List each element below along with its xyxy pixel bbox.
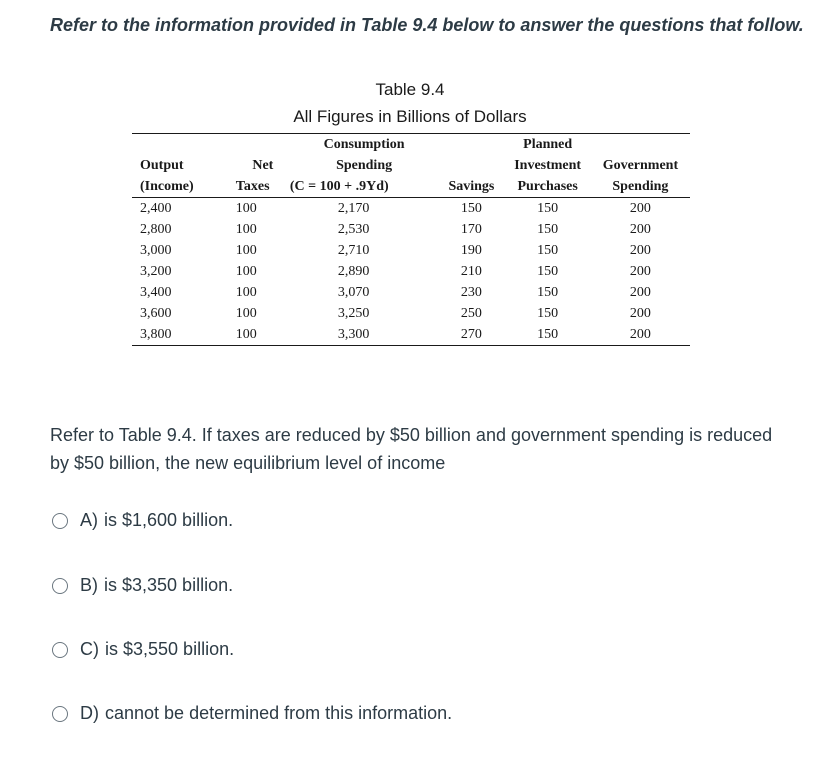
- taxes-cell: 100: [235, 306, 257, 321]
- government-cell: 200: [629, 201, 651, 216]
- savings-cell: 190: [460, 243, 482, 258]
- option-c[interactable]: [52, 639, 234, 660]
- option-letter: D): [80, 703, 99, 723]
- output-cell: 2,400: [140, 201, 172, 216]
- table-row: [132, 261, 690, 282]
- consumption-cell: 3,070: [337, 285, 370, 300]
- savings-cell: 170: [460, 222, 482, 237]
- header-government-2: Spending: [591, 176, 690, 198]
- table-row: [132, 198, 690, 220]
- radio-button-icon[interactable]: [52, 642, 68, 658]
- header-output-1: Output: [140, 158, 184, 173]
- radio-button-icon[interactable]: [52, 513, 68, 529]
- savings-cell: 230: [460, 285, 482, 300]
- header-investment-1: Planned: [504, 134, 590, 156]
- government-cell: 200: [629, 306, 651, 321]
- output-cell: 3,200: [140, 264, 172, 279]
- savings-cell: 270: [438, 324, 504, 346]
- investment-cell: 150: [537, 201, 559, 216]
- investment-cell: 150: [537, 243, 559, 258]
- government-cell: 200: [629, 243, 651, 258]
- option-text: cannot be determined from this information.: [105, 703, 453, 723]
- output-cell: 3,800: [132, 324, 236, 346]
- header-investment-3: Purchases: [504, 176, 590, 198]
- investment-cell: 150: [537, 222, 559, 237]
- government-cell: 200: [591, 324, 690, 346]
- investment-cell: 150: [537, 306, 559, 321]
- header-row-2: [132, 155, 690, 176]
- consumption-cell: 2,530: [337, 222, 370, 237]
- consumption-cell: 2,890: [337, 264, 370, 279]
- table-row: [132, 282, 690, 303]
- output-cell: 2,800: [140, 222, 172, 237]
- consumption-cell: 2,170: [337, 201, 370, 216]
- option-d[interactable]: [52, 703, 452, 724]
- option-letter: C): [80, 639, 99, 659]
- output-cell: 3,600: [140, 306, 172, 321]
- option-letter: B): [80, 575, 98, 595]
- header-consumption-2: Spending: [336, 158, 393, 173]
- header-tax-2: Taxes: [236, 176, 290, 198]
- consumption-cell: 3,250: [337, 306, 370, 321]
- government-cell: 200: [629, 285, 651, 300]
- government-cell: 200: [629, 222, 651, 237]
- header-government-1: Government: [602, 158, 679, 173]
- question-text: Refer to Table 9.4. If taxes are reduced by $50 billion and government spending is reduced by $50 billion, the new equilibrium level of income: [50, 425, 773, 473]
- header-output-2: (Income): [132, 176, 236, 198]
- output-cell: 3,400: [140, 285, 172, 300]
- taxes-cell: 100: [235, 243, 257, 258]
- header-consumption-1: Consumption: [290, 134, 438, 156]
- header-tax-1: Net: [252, 158, 274, 173]
- intro-text: Refer to the information provided in Table 9.4 below to answer the questions that follow.: [50, 15, 804, 35]
- table-row: [132, 219, 690, 240]
- consumption-cell: 2,710: [337, 243, 370, 258]
- table-row: [132, 324, 690, 346]
- option-text: is $3,550 billion.: [105, 639, 235, 659]
- investment-cell: 150: [504, 324, 590, 346]
- header-consumption-3: (C = 100 + .9Yd): [290, 176, 438, 198]
- investment-cell: 150: [537, 285, 559, 300]
- radio-button-icon[interactable]: [52, 706, 68, 722]
- taxes-cell: 100: [235, 285, 257, 300]
- header-cell: [591, 134, 690, 156]
- option-a[interactable]: [52, 510, 233, 531]
- savings-cell: 210: [460, 264, 482, 279]
- economic-data-table: [132, 133, 690, 346]
- header-savings: Savings: [438, 176, 504, 198]
- table-row: [132, 303, 690, 324]
- taxes-cell: 100: [235, 201, 257, 216]
- header-investment-2: Investment: [514, 158, 582, 173]
- output-cell: 3,000: [140, 243, 172, 258]
- investment-cell: 150: [537, 264, 559, 279]
- table-title: Table 9.4: [375, 80, 445, 99]
- taxes-cell: 100: [236, 324, 290, 346]
- table-subtitle: All Figures in Billions of Dollars: [293, 107, 527, 126]
- consumption-cell: 3,300: [290, 324, 438, 346]
- government-cell: 200: [629, 264, 651, 279]
- header-cell: [438, 134, 504, 156]
- header-cell: [236, 134, 290, 156]
- taxes-cell: 100: [235, 222, 257, 237]
- table-row: [132, 240, 690, 261]
- option-letter: A): [80, 510, 98, 530]
- taxes-cell: 100: [235, 264, 257, 279]
- option-b[interactable]: [52, 575, 233, 596]
- header-row-1: [132, 134, 690, 156]
- header-cell: [132, 134, 236, 156]
- option-text: is $1,600 billion.: [104, 510, 234, 530]
- option-text: is $3,350 billion.: [104, 575, 234, 595]
- savings-cell: 250: [460, 306, 482, 321]
- savings-cell: 150: [460, 201, 482, 216]
- header-cell: [438, 155, 504, 176]
- header-row-3: [132, 176, 690, 198]
- radio-button-icon[interactable]: [52, 578, 68, 594]
